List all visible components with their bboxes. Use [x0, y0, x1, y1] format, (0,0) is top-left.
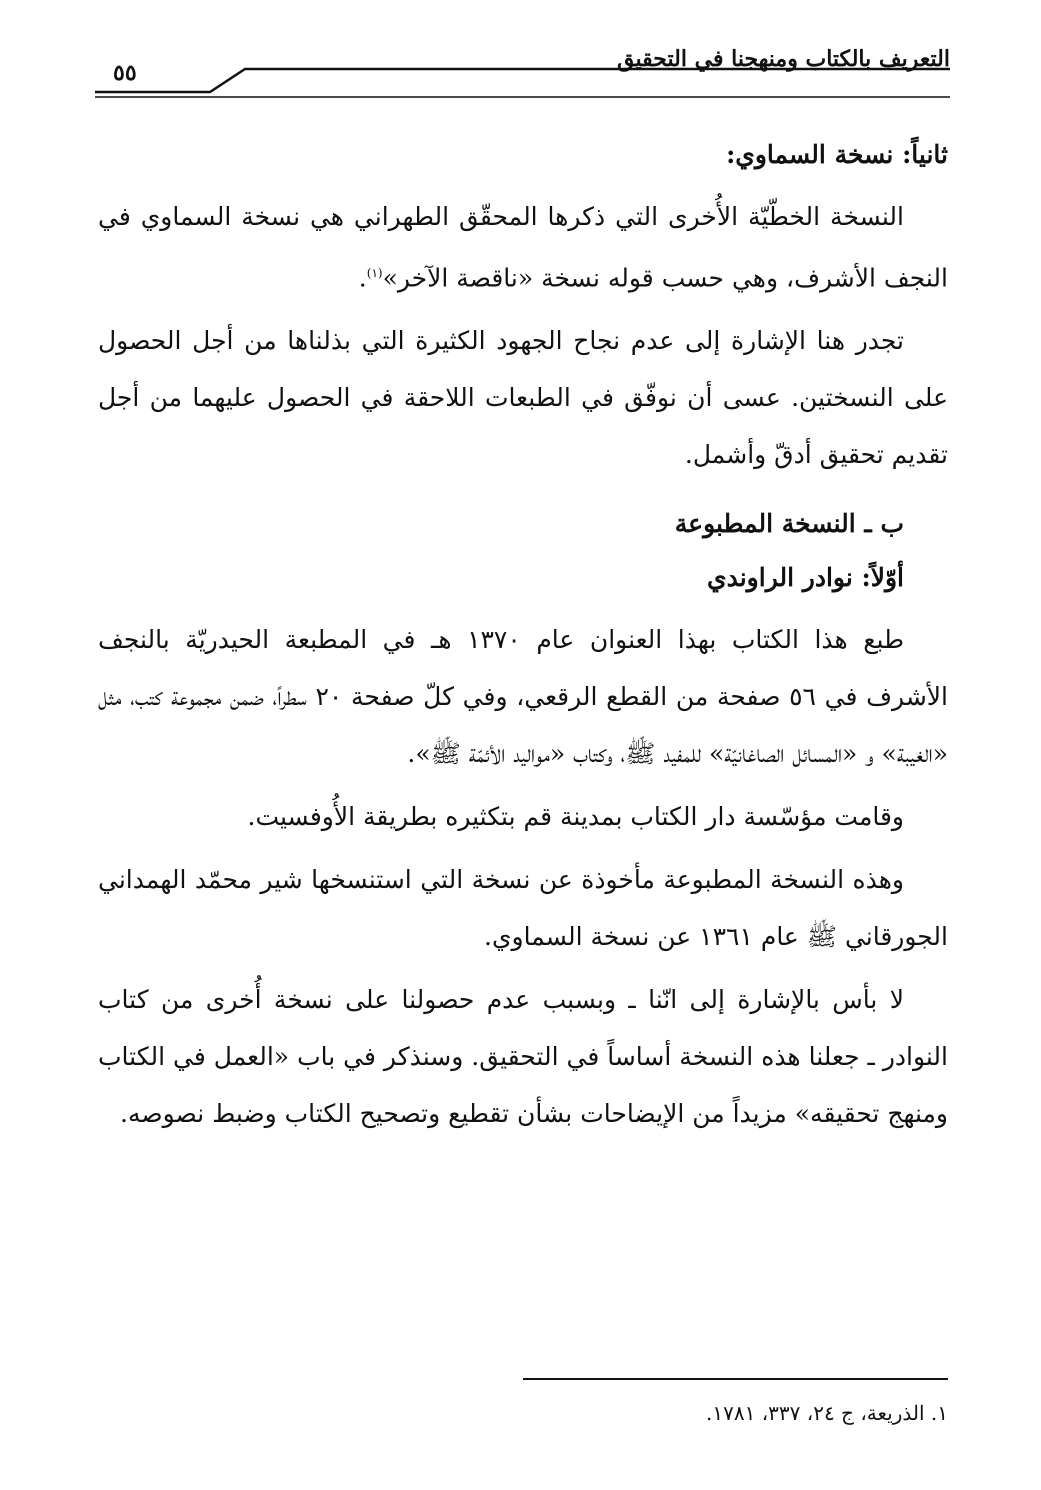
running-title: التعريف بالكتاب ومنهجنا في التحقيق	[617, 46, 950, 72]
paragraph-basis: لا بأس بالإشارة إلى انّنا ـ وبسبب عدم حصولنا على نسخة أُخرى من كتاب النوادر ـ جعلنا هذه النسخة أساساً في التحقيق. وسنذكر في باب «العمل في الكتاب ومنهج تحقيقه» مزيداً من الإيضاحات بشأن تقطيع وتصحيح الكتاب وضبط نصوصه.	[98, 985, 948, 1129]
paragraph-printing: طبع هذا الكتاب بهذا العنوان عام ١٣٧٠ هـ في المطبعة الحيدريّة بالنجف الأشرف في ٥٦ صفحة من القطع الرقعي، وفي كلّ صفحة ٢٠ سطراً، ضمن مجموعة كتب، مثل «الغيبة» و «المسائل الصاغانيّة» للمفيد ﷺ، وكتاب «مواليد الأئمّة ﷺ».	[98, 625, 948, 769]
page-number: ٥٥	[113, 60, 137, 86]
heading-printed-copy: ب ـ النسخة المطبوعة	[674, 509, 904, 539]
footnote-marker[interactable]: (١)	[366, 266, 383, 280]
heading-rawandi: أوّلاً: نوادر الراوندي	[707, 563, 904, 593]
footnote-rule	[523, 1378, 948, 1380]
paragraph-efforts: تجدر هنا الإشارة إلى عدم نجاح الجهود الكثيرة التي بذلناها من أجل الحصول على النسختين. عسى أن نوفّق في الطبعات اللاحقة في الحصول عليهما من أجل تقديم تحقيق أدقّ وأشمل.	[98, 326, 948, 470]
running-header	[95, 40, 950, 100]
paragraph-source: وهذه النسخة المطبوعة مأخوذة عن نسخة التي استنسخها شير محمّد الهمداني الجورقاني ﷺ عام ١٣٦١ عن نسخة السماوي.	[98, 865, 948, 952]
page-body	[98, 128, 948, 1148]
paragraph-offset: وقامت مؤسّسة دار الكتاب بمدينة قم بتكثيره بطريقة الأُوفسيت.	[247, 802, 904, 832]
footnote-1: ١. الذريعة، ج ٢٤، ٣٣٧، ١٧٨١.	[706, 1401, 948, 1425]
paragraph-samawi-end: .	[358, 263, 367, 293]
heading-samawi-copy: ثانياً: نسخة السماوي:	[726, 140, 948, 169]
paragraph-samawi	[98, 188, 948, 306]
paragraph-samawi-text: النسخة الخطّيّة الأُخرى التي ذكرها المحقّق الطهراني هي نسخة السماوي في النجف الأشرف، وهي حسب قوله نسخة «ناقصة الآخر»	[98, 202, 948, 293]
